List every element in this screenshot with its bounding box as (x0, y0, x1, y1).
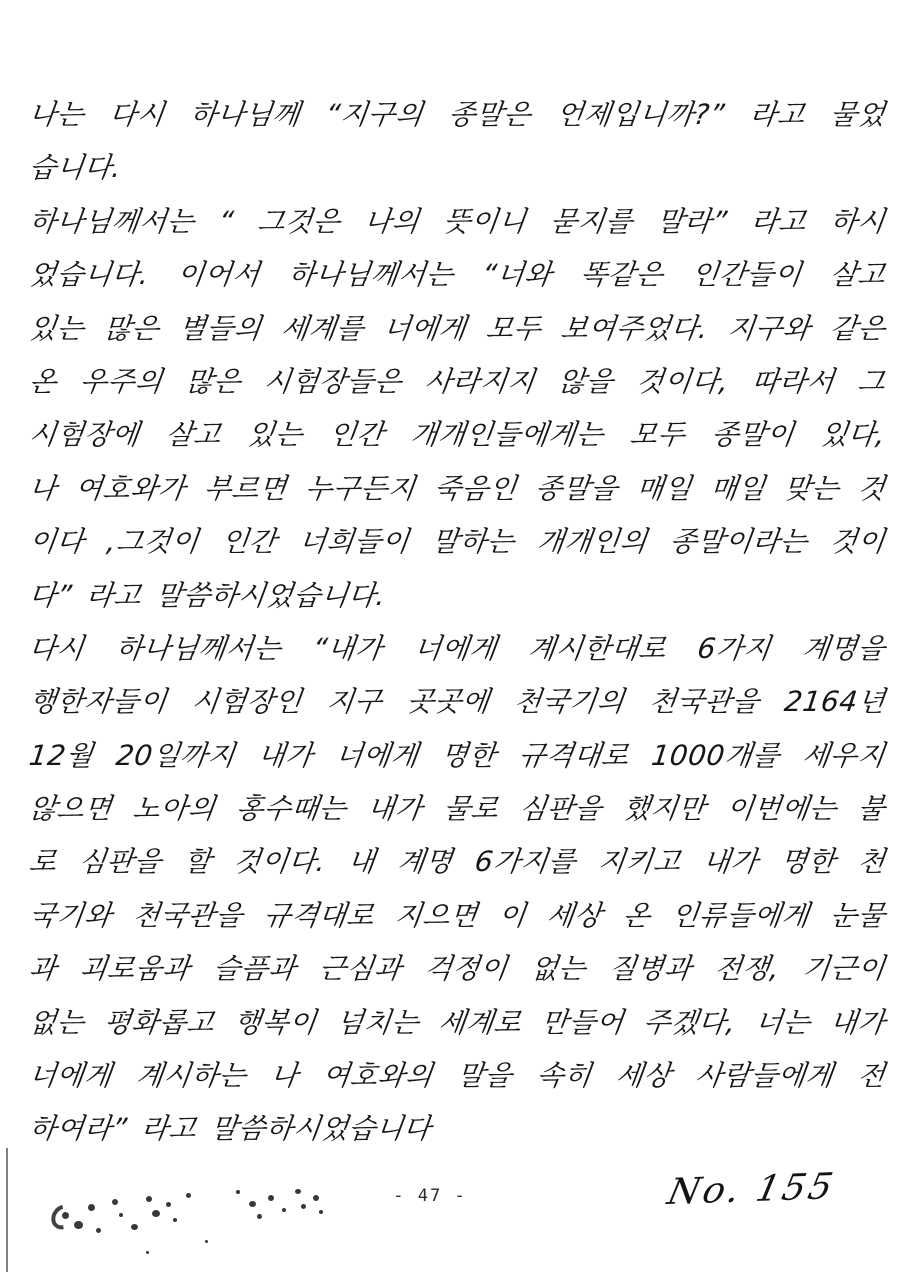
text-line: 다시 하나님께서는 “내가 너에게 계시한대로 6가지 계명을 (27, 631, 888, 665)
handwritten-number-note: No. 155 (664, 1166, 840, 1213)
text-line: 없는 평화롭고 행복이 넘치는 세계로 만들어 주겠다, 너는 내가 (27, 1005, 888, 1039)
text-line: 과 괴로움과 슬픔과 근심과 걱정이 없는 질병과 전쟁, 기근이 (27, 952, 888, 986)
scan-artifact-line (6, 1148, 8, 1272)
text-line: 나는 다시 하나님께 “지구의 종말은 언제입니까?” 라고 물었 (27, 98, 888, 131)
text-line: 않으면 노아의 홍수때는 내가 물로 심판을 했지만 이번에는 불 (27, 792, 888, 826)
text-line: 다” 라고 말씀하시었습니다. (27, 578, 388, 612)
text-line: 이다 ,그것이 인간 너희들이 말하는 개개인의 종말이라는 것이 (27, 525, 888, 559)
text-line: 행한자들이 시험장인 지구 곳곳에 천국기의 천국관을 2164년 (27, 685, 888, 719)
text-line: 하여라” 라고 말씀하시었습니다 (27, 1112, 434, 1146)
text-line: 습니다. (27, 151, 124, 185)
text-line: 하나님께서는 “ 그것은 나의 뜻이니 묻지를 말라” 라고 하시 (27, 204, 888, 238)
text-line: 로 심판을 할 것이다. 내 계명 6가지를 지키고 내가 명한 천 (27, 845, 888, 879)
text-line: 있는 많은 별들의 세계를 너에게 모두 보여주었다. 지구와 같은 (27, 311, 888, 345)
text-line: 온 우주의 많은 시험장들은 사라지지 않을 것이다, 따라서 그 (27, 364, 888, 398)
page-number: - 47 - (393, 1186, 467, 1206)
text-line: 나 여호와가 부르면 누구든지 죽음인 종말을 매일 매일 맞는 것 (27, 471, 888, 505)
text-line: 었습니다. 이어서 하나님께서는 “너와 똑같은 인간들이 살고 (27, 258, 888, 292)
text-line: 국기와 천국관을 규격대로 지으면 이 세상 온 인류들에게 눈물 (27, 898, 888, 932)
text-line: 12월 20일까지 내가 너에게 명한 규격대로 1000개를 세우지 (27, 738, 888, 772)
handwritten-text-block (26, 88, 888, 1156)
text-line: 너에게 계시하는 나 여호와의 말을 속히 세상 사람들에게 전 (27, 1059, 888, 1093)
text-line: 시험장에 살고 있는 인간 개개인들에게는 모두 종말이 있다, (27, 418, 888, 452)
